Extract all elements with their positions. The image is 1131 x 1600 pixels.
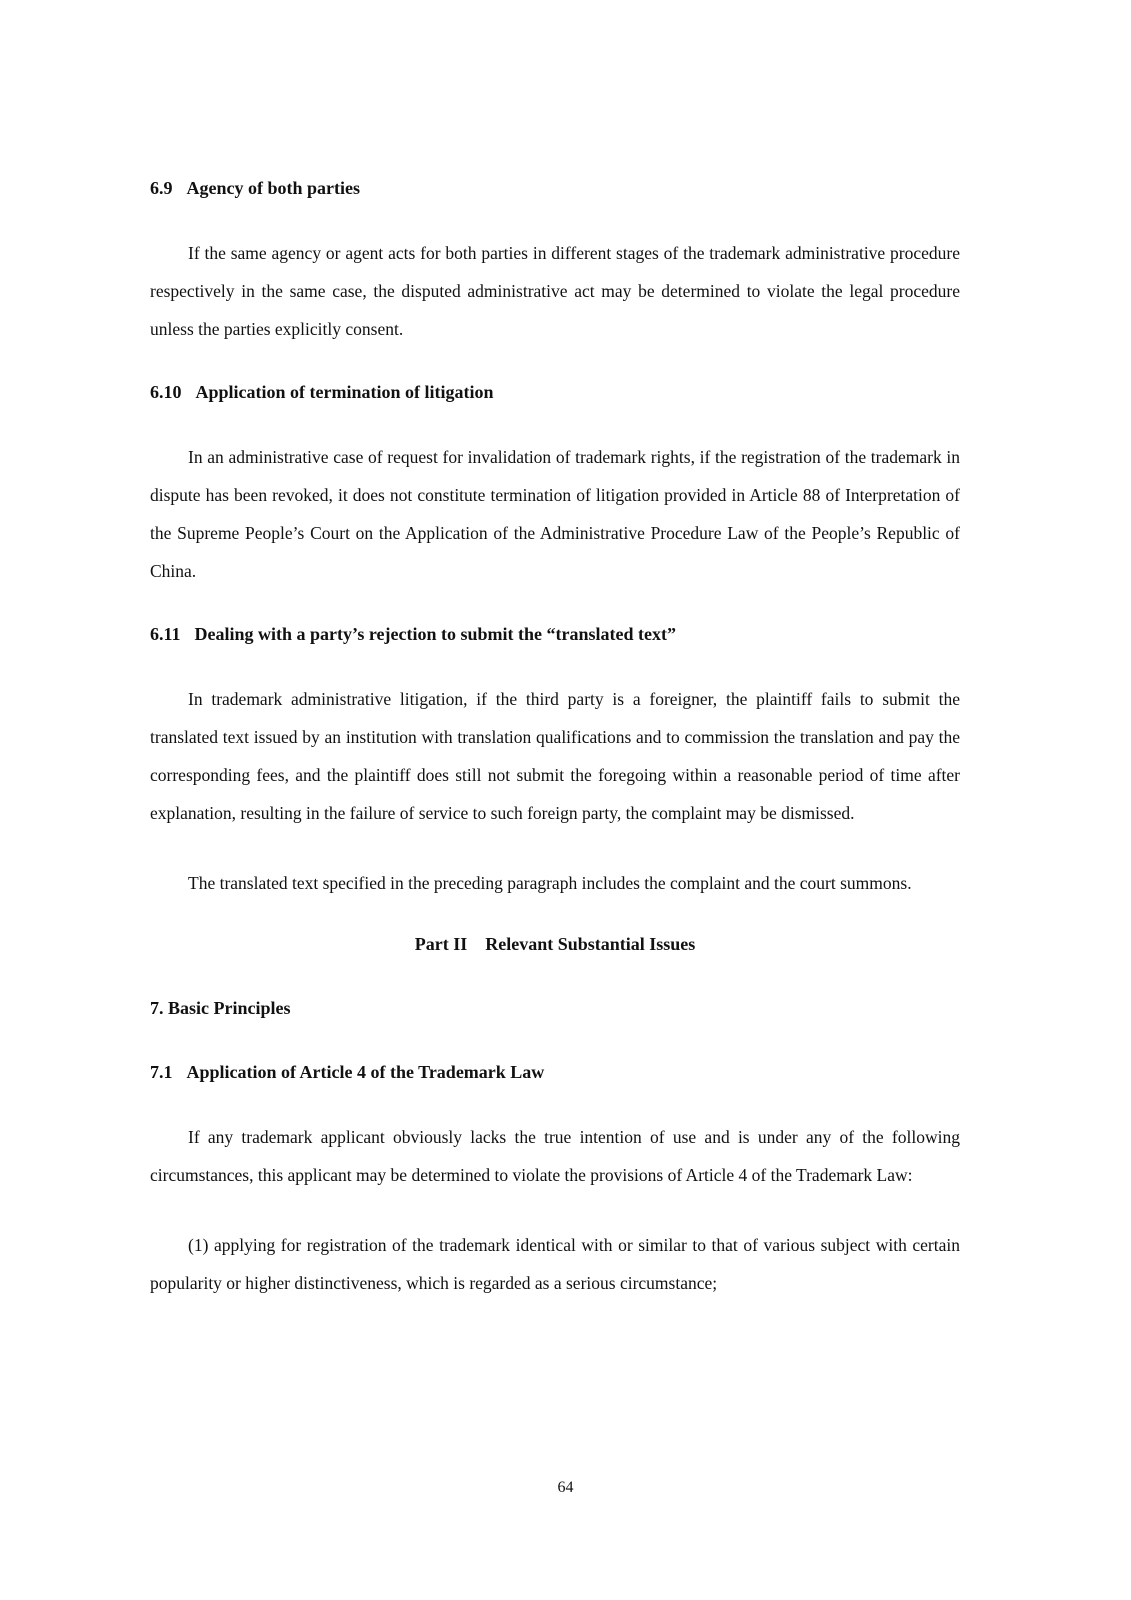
page-content	[150, 170, 960, 1302]
paragraph: In trademark administrative litigation, if the third party is a foreigner, the plaintiff fails to submit the translated text issued by an institution with translation qualifications and to commission the translation and pay the corresponding fees, and the plaintiff does still not submit the foregoing within a reasonable period of time after explanation, resulting in the failure of service to such foreign party, the complaint may be dismissed.	[150, 689, 960, 823]
paragraph: If the same agency or agent acts for both parties in different stages of the trademark administrative procedure respectively in the same case, the disputed administrative act may be determined to violate the legal procedure unless the parties explicitly consent.	[150, 243, 960, 339]
paragraph: The translated text specified in the preceding paragraph includes the complaint and the court summons.	[188, 873, 912, 893]
section-heading-6-9	[150, 176, 960, 200]
section-number: 6.9	[150, 178, 173, 198]
paragraph: If any trademark applicant obviously lacks the true intention of use and is under any of the following circumstances, this applicant may be determined to violate the provisions of Article 4 of the Trademark Law:	[150, 1127, 960, 1185]
page-number: 64	[557, 1479, 574, 1496]
part-label: Part II	[414, 934, 468, 954]
paragraph: (1) applying for registration of the trademark identical with or similar to that of various subject with certain popularity or higher distinctiveness, which is regarded as a serious circumstance;	[150, 1235, 960, 1293]
section-heading-7-1	[150, 1060, 960, 1084]
section-title: Application of termination of litigation	[195, 382, 494, 402]
part-title: Relevant Substantial Issues	[485, 934, 696, 954]
section-title: Application of Article 4 of the Trademark Law	[186, 1062, 545, 1082]
section-heading-6-10	[150, 380, 960, 404]
section-number: 7.1	[150, 1062, 173, 1082]
section-number: 6.10	[150, 382, 182, 402]
paragraph: In an administrative case of request for invalidation of trademark rights, if the registration of the trademark in dispute has been revoked, it does not constitute termination of litigation provided in Article 88 of Interpretation of the Supreme People’s Court on the Application of the Administrative Procedure Law of the People’s Republic of China.	[150, 447, 960, 581]
section-title: Dealing with a party’s rejection to submit the “translated text”	[194, 624, 676, 644]
section-title: Agency of both parties	[186, 178, 360, 198]
part-heading	[150, 932, 960, 956]
section-number: 6.11	[150, 624, 181, 644]
section-heading-6-11	[150, 622, 960, 646]
chapter-heading: 7. Basic Principles	[150, 998, 291, 1018]
